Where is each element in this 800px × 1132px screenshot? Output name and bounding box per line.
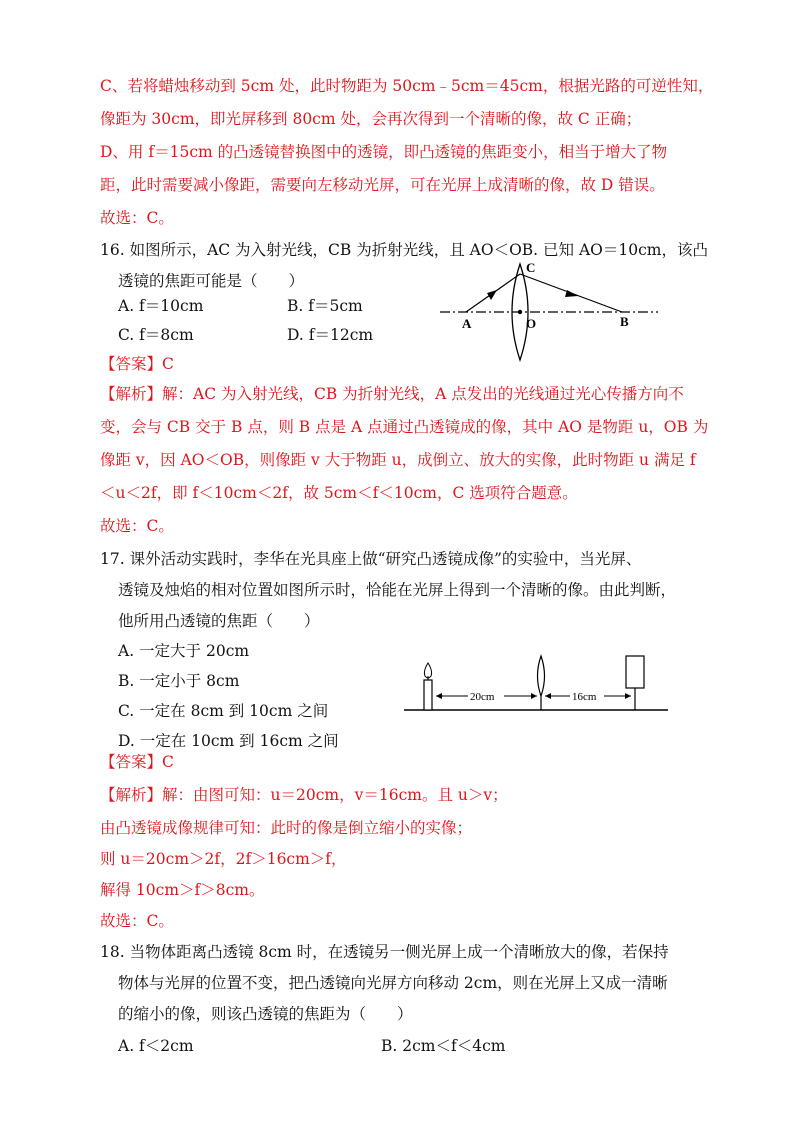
q16-option-a: A. f＝10cm bbox=[118, 297, 204, 315]
light-screen bbox=[626, 656, 644, 688]
q16-analysis-line1 bbox=[100, 384, 684, 404]
q18-option-a: A. f＜2cm bbox=[118, 1037, 194, 1055]
q17-stem-line2: 透镜及烛焰的相对位置如图所示时，恰能在光屏上得到一个清晰的像。由此判断， bbox=[118, 581, 677, 599]
q17-analysis-text1: 解：由图可知：u＝20cm，v＝16cm。且 u＞v； bbox=[162, 786, 508, 804]
dist-left-arrow-r bbox=[531, 693, 537, 699]
q16-analysis-tag: 【解析】 bbox=[100, 385, 163, 403]
q17-choose: 故选：C。 bbox=[100, 912, 174, 930]
q16-analysis-text1: 解：AC 为入射光线，CB 为折射光线，A 点发出的光线通过光心传播方向不 bbox=[162, 385, 684, 403]
q17-option-d: D. 一定在 10cm 到 16cm 之间 bbox=[118, 732, 339, 750]
candle bbox=[424, 680, 432, 710]
q17-bench-figure bbox=[402, 650, 670, 716]
dist-right-arrow-l bbox=[545, 693, 551, 699]
q16-choose: 故选：C。 bbox=[100, 517, 174, 535]
solution-line-d2: 距，此时需要减小像距，需要向左移动光屏，可在光屏上成清晰的像，故 D 错误。 bbox=[100, 176, 665, 194]
q16-analysis-line3: 像距 v，因 AO＜OB，则像距 v 大于物距 u，成倒立、放大的实像，此时物距 u 满足 f bbox=[100, 451, 696, 469]
solution-choose: 故选：C。 bbox=[100, 209, 174, 227]
q17-option-b: B. 一定小于 8cm bbox=[118, 672, 240, 690]
q18-stem-line2: 物体与光屏的位置不变，把凸透镜向光屏方向移动 2cm，则在光屏上又成一清晰 bbox=[118, 974, 668, 992]
optical-center-dot bbox=[518, 310, 522, 314]
q16-option-c: C. f＝8cm bbox=[118, 326, 194, 344]
q17-option-a: A. 一定大于 20cm bbox=[118, 642, 250, 660]
q16-answer: 【答案】C bbox=[100, 355, 174, 373]
label-c: C bbox=[526, 260, 536, 275]
q16-stem-line1: 16. 如图所示，AC 为入射光线，CB 为折射光线，且 AO＜OB. 已知 AO＝10cm，该凸 bbox=[100, 241, 708, 259]
q18-option-b: B. 2cm＜f＜4cm bbox=[381, 1037, 506, 1055]
q17-analysis-tag: 【解析】 bbox=[100, 786, 163, 804]
q18-stem-line1: 18. 当物体距离凸透镜 8cm 时，在透镜另一侧光屏上成一个清晰放大的像，若保持 bbox=[100, 943, 669, 961]
dist-right-arrow-r bbox=[625, 693, 631, 699]
label-o: O bbox=[526, 316, 537, 331]
q16-lens-figure bbox=[436, 258, 662, 364]
q16-analysis-line2: 变，会与 CB 交于 B 点，则 B 点是 A 点通过凸透镜成的像，其中 AO 是物距 u，OB 为 bbox=[100, 418, 709, 436]
refracted-arrow bbox=[565, 290, 578, 297]
solution-line-d1: D、用 f＝15cm 的凸透镜替换图中的透镜，即凸透镜的焦距变小，相当于增大了物 bbox=[100, 143, 668, 161]
q17-option-c: C. 一定在 8cm 到 10cm 之间 bbox=[118, 702, 329, 720]
solution-line-c2: 像距为 30cm，即光屏移到 80cm 处，会再次得到一个清晰的像，故 C 正确； bbox=[100, 110, 642, 128]
dist-left-label: 20cm bbox=[470, 691, 495, 703]
solution-line-c1: C、若将蜡烛移动到 5cm 处，此时物距为 50cm﹣5cm＝45cm，根据光路的可逆性知， bbox=[100, 77, 714, 95]
bench-lens bbox=[538, 656, 545, 696]
dist-left-arrow-l bbox=[436, 693, 442, 699]
candle-flame bbox=[424, 663, 431, 678]
q17-stem-line1: 17. 课外活动实践时，李华在光具座上做“研究凸透镜成像”的实验中，当光屏、 bbox=[100, 550, 642, 568]
q18-stem-line3: 的缩小的像，则该凸透镜的焦距为（ ） bbox=[118, 1005, 413, 1023]
q17-analysis-line3: 则 u＝20cm＞2f，2f＞16cm＞f， bbox=[100, 850, 347, 868]
q17-analysis-line2: 由凸透镜成像规律可知：此时的像是倒立缩小的实像； bbox=[100, 819, 473, 837]
q16-option-b: B. f＝5cm bbox=[287, 297, 363, 315]
label-a: A bbox=[462, 316, 472, 331]
q17-analysis-line4: 解得 10cm＞f＞8cm。 bbox=[100, 881, 265, 899]
dist-right-label: 16cm bbox=[572, 691, 597, 703]
q17-stem-line3: 他所用凸透镜的焦距（ ） bbox=[118, 612, 320, 630]
q17-analysis-line1 bbox=[100, 785, 508, 805]
incident-arrow bbox=[487, 290, 497, 300]
q16-stem-line2: 透镜的焦距可能是（ ） bbox=[118, 272, 305, 290]
label-b: B bbox=[620, 314, 629, 329]
q16-analysis-line4: ＜u＜2f，即 f＜10cm＜2f，故 5cm＜f＜10cm，C 选项符合题意。 bbox=[100, 484, 578, 502]
q17-answer: 【答案】C bbox=[100, 753, 174, 771]
q16-option-d: D. f＝12cm bbox=[287, 326, 374, 344]
